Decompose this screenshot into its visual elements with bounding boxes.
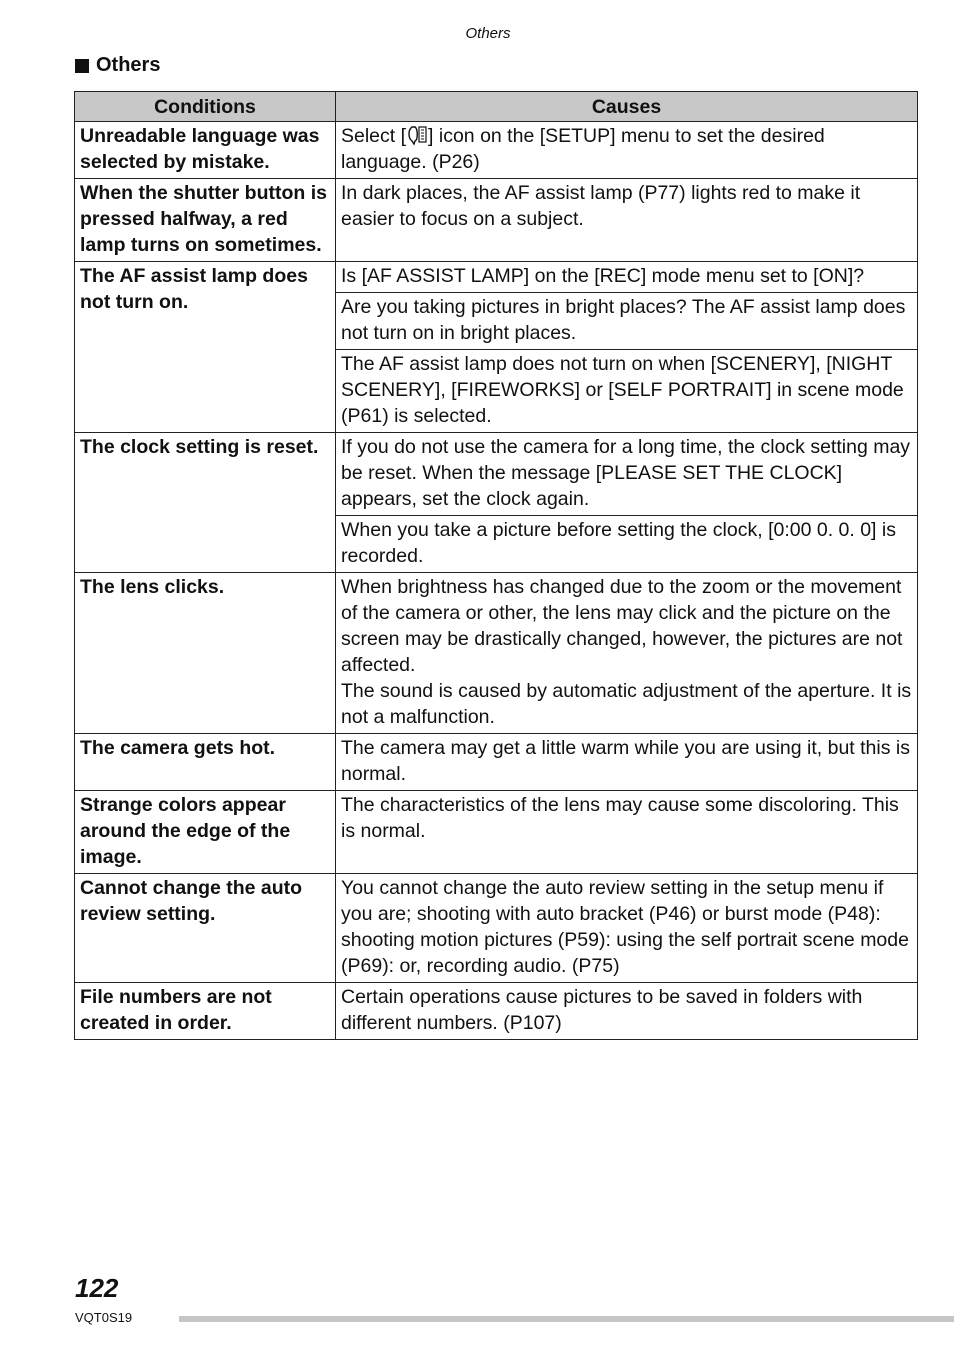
cause-cell: The characteristics of the lens may cause some discoloring. This is normal. bbox=[336, 791, 918, 874]
black-square-icon bbox=[75, 59, 89, 73]
table-row bbox=[75, 734, 918, 791]
running-head: Others bbox=[465, 25, 511, 42]
language-globe-icon bbox=[406, 124, 428, 146]
model-code: VQT0S19 bbox=[75, 1310, 133, 1325]
table-row bbox=[75, 122, 918, 179]
cause-cell: The AF assist lamp does not turn on when [SCENERY], [NIGHT SCENERY], [FIREWORKS] or [SELF PORTRAIT] in scene mode (P61) is selected. bbox=[336, 350, 918, 433]
section-title-text: Others bbox=[96, 54, 161, 76]
cause-cell: In dark places, the AF assist lamp (P77) lights red to make it easier to focus on a subject. bbox=[336, 179, 918, 262]
condition-cell: Unreadable language was selected by mistake. bbox=[75, 122, 336, 179]
condition-cell: File numbers are not created in order. bbox=[75, 983, 336, 1040]
cause-cell: When brightness has changed due to the zoom or the movement of the camera or other, the lens may click and the picture on the screen may be drastically changed, however, the pictures are not affected. The sound is caused by automatic adjustment of the aperture. It is not a malfunction. bbox=[336, 573, 918, 734]
troubleshooting-table bbox=[74, 91, 918, 1040]
footer-bar bbox=[179, 1316, 954, 1322]
cause-text-before-icon: Select [ bbox=[341, 125, 407, 147]
cause-text-after-icon: ] icon on the [SETUP] menu to set the desired language. (P26) bbox=[341, 125, 825, 173]
condition-cell: The lens clicks. bbox=[75, 573, 336, 734]
table-row bbox=[75, 791, 918, 874]
cause-cell: Are you taking pictures in bright places? The AF assist lamp does not turn on in bright places. bbox=[336, 293, 918, 350]
cause-cell: The camera may get a little warm while you are using it, but this is normal. bbox=[336, 734, 918, 791]
condition-cell: The clock setting is reset. bbox=[75, 433, 336, 573]
table-row bbox=[75, 983, 918, 1040]
header-causes: Causes bbox=[336, 92, 918, 122]
condition-cell: The AF assist lamp does not turn on. bbox=[75, 262, 336, 433]
header-conditions: Conditions bbox=[75, 92, 336, 122]
table-body bbox=[75, 122, 918, 1040]
condition-cell: When the shutter button is pressed halfway, a red lamp turns on sometimes. bbox=[75, 179, 336, 262]
cause-cell: You cannot change the auto review setting in the setup menu if you are; shooting with auto bracket (P46) or burst mode (P48): shooting motion pictures (P59): using the self portrait scene mode (P69): or, recording audio. (P75) bbox=[336, 874, 918, 983]
cause-cell: If you do not use the camera for a long time, the clock setting may be reset. When the message [PLEASE SET THE CLOCK] appears, set the clock again. bbox=[336, 433, 918, 516]
page-number: 122 bbox=[75, 1273, 119, 1303]
condition-cell: Cannot change the auto review setting. bbox=[75, 874, 336, 983]
table-row bbox=[75, 433, 918, 516]
cause-cell: When you take a picture before setting the clock, [0:00 0. 0. 0] is recorded. bbox=[336, 516, 918, 573]
cause-cell: Certain operations cause pictures to be saved in folders with different numbers. (P107) bbox=[336, 983, 918, 1040]
section-title bbox=[75, 54, 160, 77]
cause-cell: Is [AF ASSIST LAMP] on the [REC] mode menu set to [ON]? bbox=[336, 262, 918, 293]
condition-cell: Strange colors appear around the edge of the image. bbox=[75, 791, 336, 874]
table-row bbox=[75, 874, 918, 983]
table-row bbox=[75, 573, 918, 734]
table-row bbox=[75, 262, 918, 293]
table-row bbox=[75, 179, 918, 262]
condition-cell: The camera gets hot. bbox=[75, 734, 336, 791]
header-row bbox=[75, 92, 918, 122]
cause-cell bbox=[336, 122, 918, 179]
table-head bbox=[75, 92, 918, 122]
